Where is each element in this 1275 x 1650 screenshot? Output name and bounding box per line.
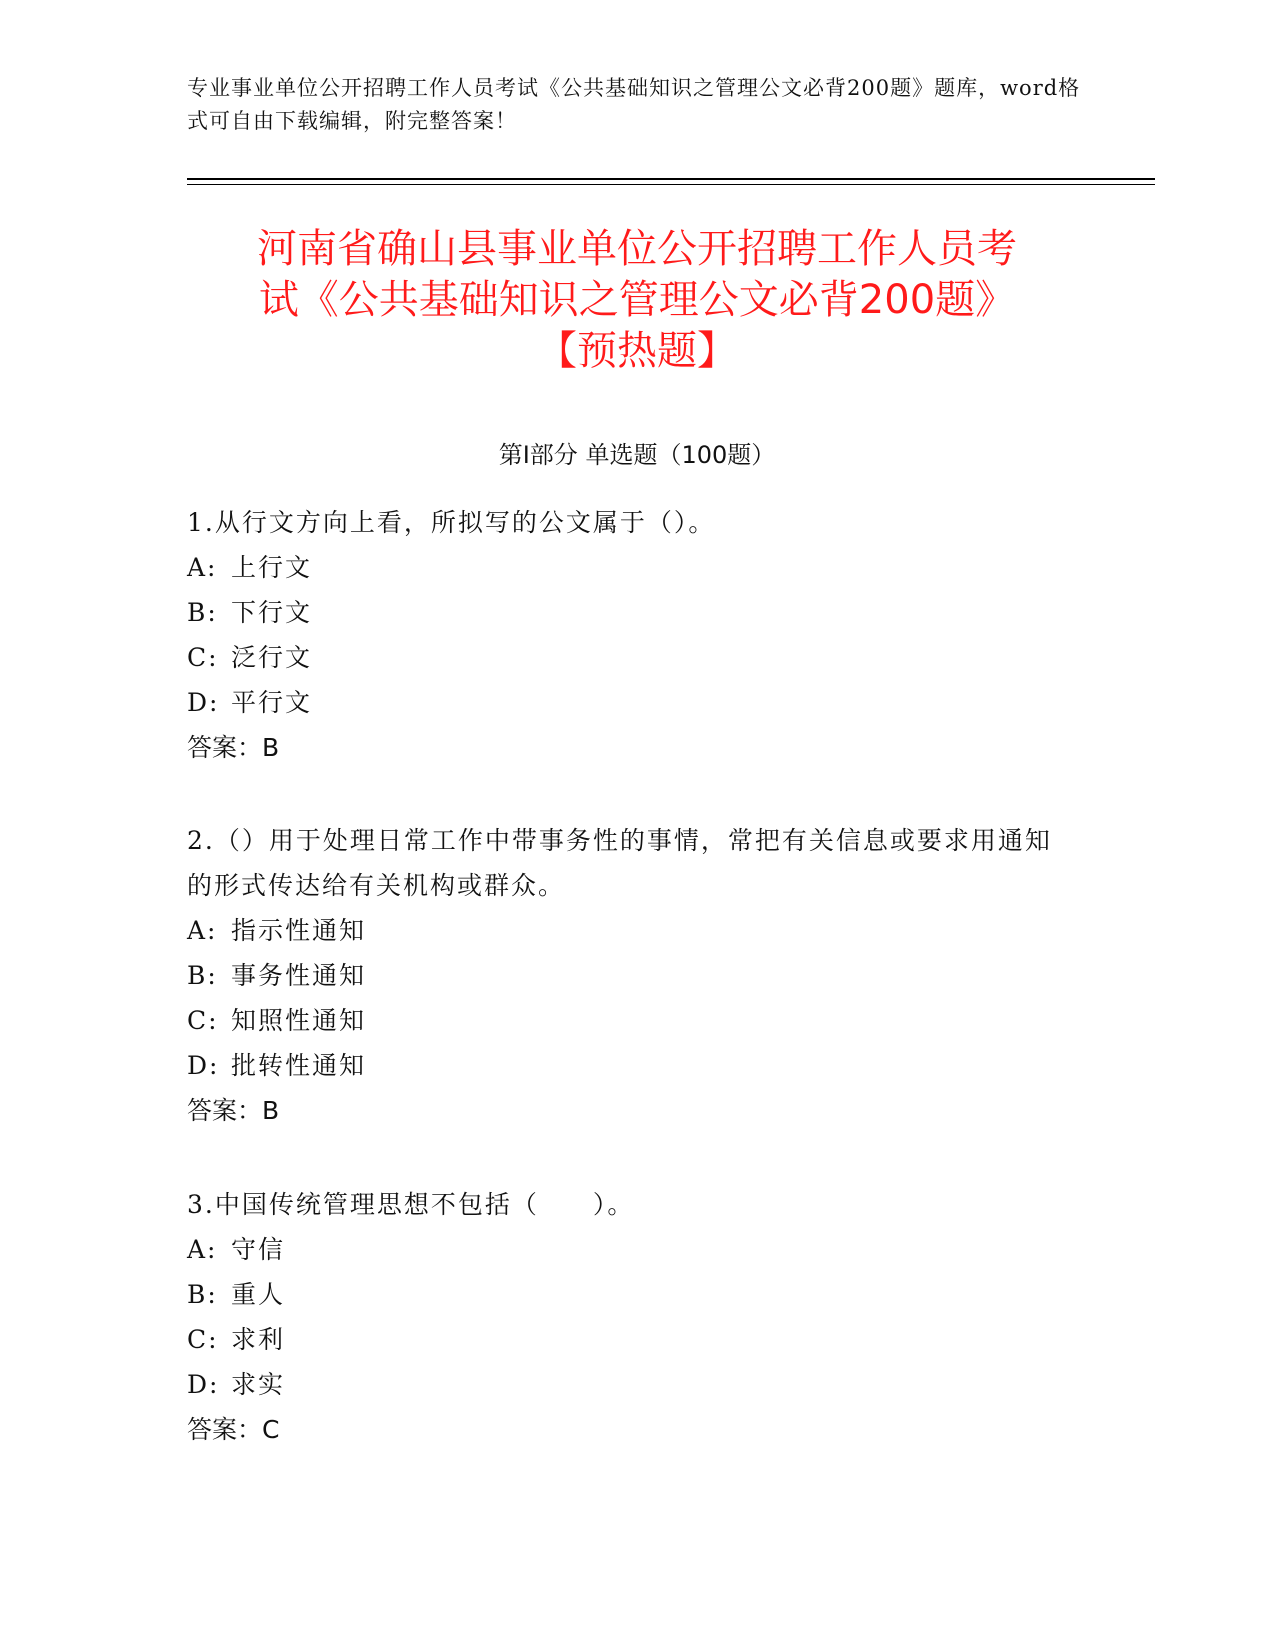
option-text: 平行文 (231, 688, 313, 717)
header-rule-thick (187, 178, 1155, 180)
section-title: 第I部分 单选题（100题） (498, 441, 776, 469)
option-key: A: (187, 1235, 218, 1264)
question-3 (187, 1182, 1067, 1452)
question-option-a (187, 545, 1067, 590)
question-option-c (187, 998, 1067, 1043)
question-option-d (187, 1043, 1067, 1088)
option-key: B: (187, 598, 218, 627)
question-option-b (187, 953, 1067, 998)
question-option-c (187, 1317, 1067, 1362)
document-title (187, 224, 1087, 377)
question-1 (187, 500, 1067, 770)
header-note: 专业事业单位公开招聘工作人员考试《公共基础知识之管理公文必背200题》题库，word格式可自由下载编辑，附完整答案！ (187, 76, 1081, 133)
question-option-b (187, 1272, 1067, 1317)
option-text: 求利 (231, 1325, 286, 1354)
question-option-a (187, 908, 1067, 953)
question-option-a (187, 1227, 1067, 1272)
option-key: C: (187, 1325, 219, 1354)
question-answer: 答案：B (187, 1096, 280, 1125)
question-option-d (187, 1362, 1067, 1407)
header-rule-thin (187, 184, 1155, 185)
question-stem: 2.（）用于处理日常工作中带事务性的事情，常把有关信息或要求用通知的形式传达给有关机构或群众。 (187, 826, 1052, 900)
question-2 (187, 818, 1067, 1133)
option-key: A: (187, 916, 218, 945)
option-text: 上行文 (231, 553, 313, 582)
option-text: 指示性通知 (231, 916, 367, 945)
option-key: C: (187, 1006, 219, 1035)
option-text: 泛行文 (231, 643, 313, 672)
question-stem: 1.从行文方向上看，所拟写的公文属于（）。 (187, 508, 716, 537)
question-option-d (187, 680, 1067, 725)
document-title-line-3: 【预热题】 (537, 328, 737, 374)
option-text: 守信 (231, 1235, 286, 1264)
option-key: B: (187, 961, 218, 990)
option-key: D: (187, 1370, 220, 1399)
option-key: A: (187, 553, 218, 582)
option-text: 重人 (231, 1280, 286, 1309)
option-key: D: (187, 1051, 220, 1080)
document-title-line-1: 河南省确山县事业单位公开招聘工作人员考 (257, 226, 1017, 272)
option-text: 批转性通知 (231, 1051, 367, 1080)
option-key: C: (187, 643, 219, 672)
document-title-line-2: 试《公共基础知识之管理公文必背200题》 (258, 277, 1016, 323)
option-text: 事务性通知 (231, 961, 367, 990)
question-option-c (187, 635, 1067, 680)
question-answer: 答案：C (187, 1415, 280, 1444)
option-key: D: (187, 688, 220, 717)
option-text: 求实 (231, 1370, 286, 1399)
option-text: 知照性通知 (231, 1006, 367, 1035)
question-stem: 3.中国传统管理思想不包括（ ）。 (187, 1190, 635, 1219)
question-option-b (187, 590, 1067, 635)
option-key: B: (187, 1280, 218, 1309)
option-text: 下行文 (231, 598, 313, 627)
question-answer: 答案：B (187, 733, 280, 762)
